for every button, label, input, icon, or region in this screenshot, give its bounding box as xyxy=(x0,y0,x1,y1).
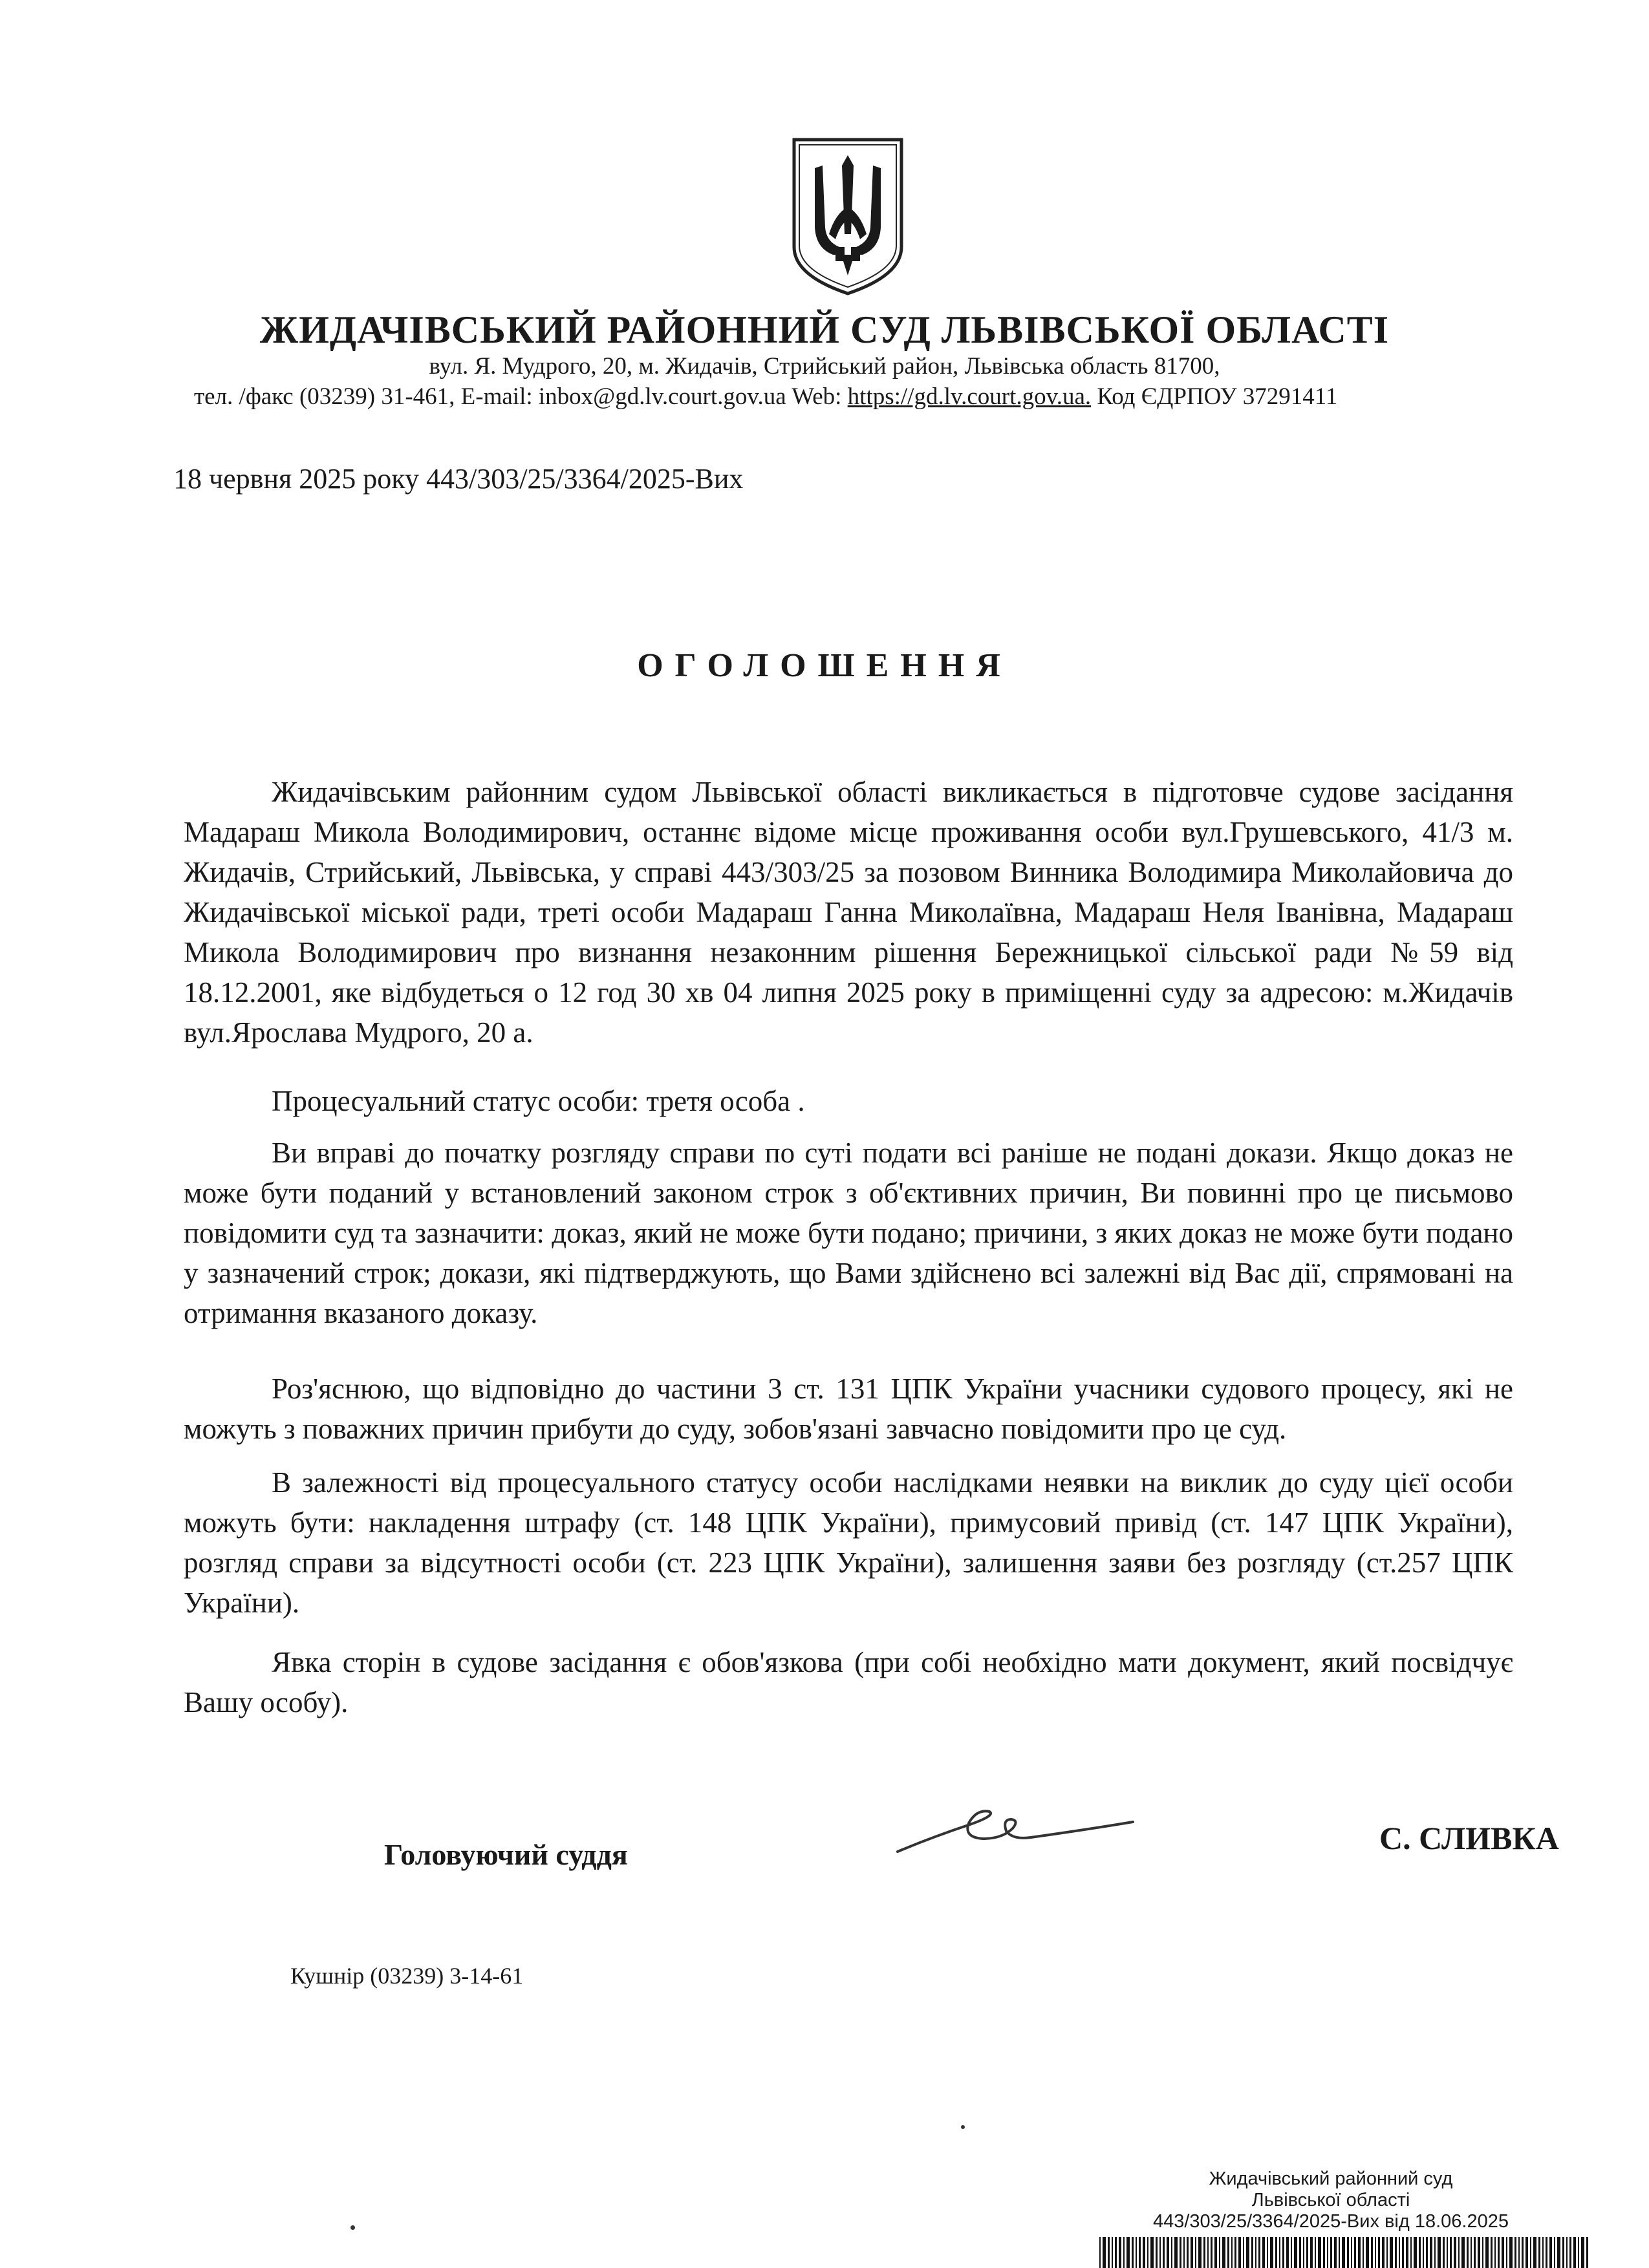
stamp-number: 443/303/25/3364/2025-Вих від 18.06.2025 xyxy=(1152,2211,1509,2232)
registration-stamp xyxy=(1143,2168,1518,2232)
body-paragraph xyxy=(184,1642,1513,1722)
body-paragraph xyxy=(184,1369,1513,1449)
paragraph-text: Явка сторін в судове засідання є обов'язкова (при собі необхідно мати документ, який посвідчує Вашу особу). xyxy=(184,1646,1513,1718)
website-link[interactable]: https://gd.lv.court.gov.ua. xyxy=(847,383,1092,410)
court-contacts xyxy=(194,383,1337,411)
paragraph-text: Процесуальний статус особи: третя особа . xyxy=(272,1085,805,1117)
body-paragraph xyxy=(184,1133,1513,1333)
contacts-text: тел. /факс (03239) 31-461, E-mail: inbox@gd.lv.court.gov.ua Web: xyxy=(194,383,848,410)
body-paragraph xyxy=(184,1081,1513,1121)
barcode-icon xyxy=(1099,2237,1591,2268)
body-paragraph xyxy=(184,772,1513,1053)
clerk-contact: Кушнір (03239) 3-14-61 xyxy=(290,1963,524,1989)
paragraph-text: В залежності від процесуального статусу особи наслідками неявки на виклик до суду цієї особи можуть бути: накладення штрафу (ст. 148 ЦПК України), примусовий привід (ст. 147 ЦПК України), розгляд справи за відсутності особи (ст. 223 ЦПК України), залишення заяви без розгляду (ст.257 ЦПК України). xyxy=(184,1466,1513,1619)
document-title: ОГОЛОШЕННЯ xyxy=(637,647,1012,684)
signature-icon xyxy=(892,1792,1138,1863)
body-paragraph xyxy=(184,1462,1513,1623)
edrpou-code: Код ЄДРПОУ 37291411 xyxy=(1091,383,1338,410)
judge-name: С. СЛИВКА xyxy=(1379,1820,1559,1856)
paragraph-text: Ви вправі до початку розгляду справи по суті подати всі раніше не подані докази. Якщо доказ не може бути поданий у встановлений законом строк з об'єктивних причин, Ви повинні про це письмово повідомити суд та зазначити: доказ, який не може бути подано; причини, з яких доказ не може бути подано у зазначений строк; докази, які підтверджують, що Вами здійснено всі залежні від Вас дії, спрямовані на отримання вказаного доказу. xyxy=(184,1137,1513,1329)
scan-speck xyxy=(961,2125,965,2129)
stamp-region: Львівської області xyxy=(1251,2190,1410,2210)
paragraph-text: Роз'яснюю, що відповідно до частини 3 ст. 131 ЦПК України учасники судового процесу, які не можуть з поважних причин прибути до суду, зобов'язані завчасно повідомити про це суд. xyxy=(184,1373,1513,1445)
coat-of-arms-icon xyxy=(790,137,905,296)
reference-line: 18 червня 2025 року 443/303/25/3364/2025-Вих xyxy=(173,463,744,495)
judge-position: Головуючий суддя xyxy=(384,1838,628,1871)
court-name: ЖИДАЧІВСЬКИЙ РАЙОННИЙ СУД ЛЬВІВСЬКОЇ ОБЛАСТІ xyxy=(259,308,1390,351)
court-address: вул. Я. Мудрого, 20, м. Жидачів, Стрийський район, Львівська область 81700, xyxy=(429,353,1220,380)
paragraph-text: Жидачівським районним судом Львівської області викликається в підготовче судове засідання Мадараш Микола Володимирович, останнє відоме місце проживання особи вул.Грушевського, 41/3 м. Жидачів, Стрийський, Львівська, у справі 443/303/25 за позовом Винника Володимира Миколайовича до Жидачівської міської ради, треті особи Мадараш Ганна Миколаївна, Мадараш Неля Іванівна, Мадараш Микола Володимирович про визнання незаконним рішення Бережницької сільської ради №59 від 18.12.2001, яке відбудеться о 12 год 30 хв 04 липня 2025 року в приміщенні суду за адресою: м.Жидачів вул.Ярослава Мудрого, 20 а. xyxy=(184,776,1513,1049)
scan-speck xyxy=(350,2225,355,2230)
stamp-court: Жидачівський районний суд xyxy=(1209,2168,1453,2189)
